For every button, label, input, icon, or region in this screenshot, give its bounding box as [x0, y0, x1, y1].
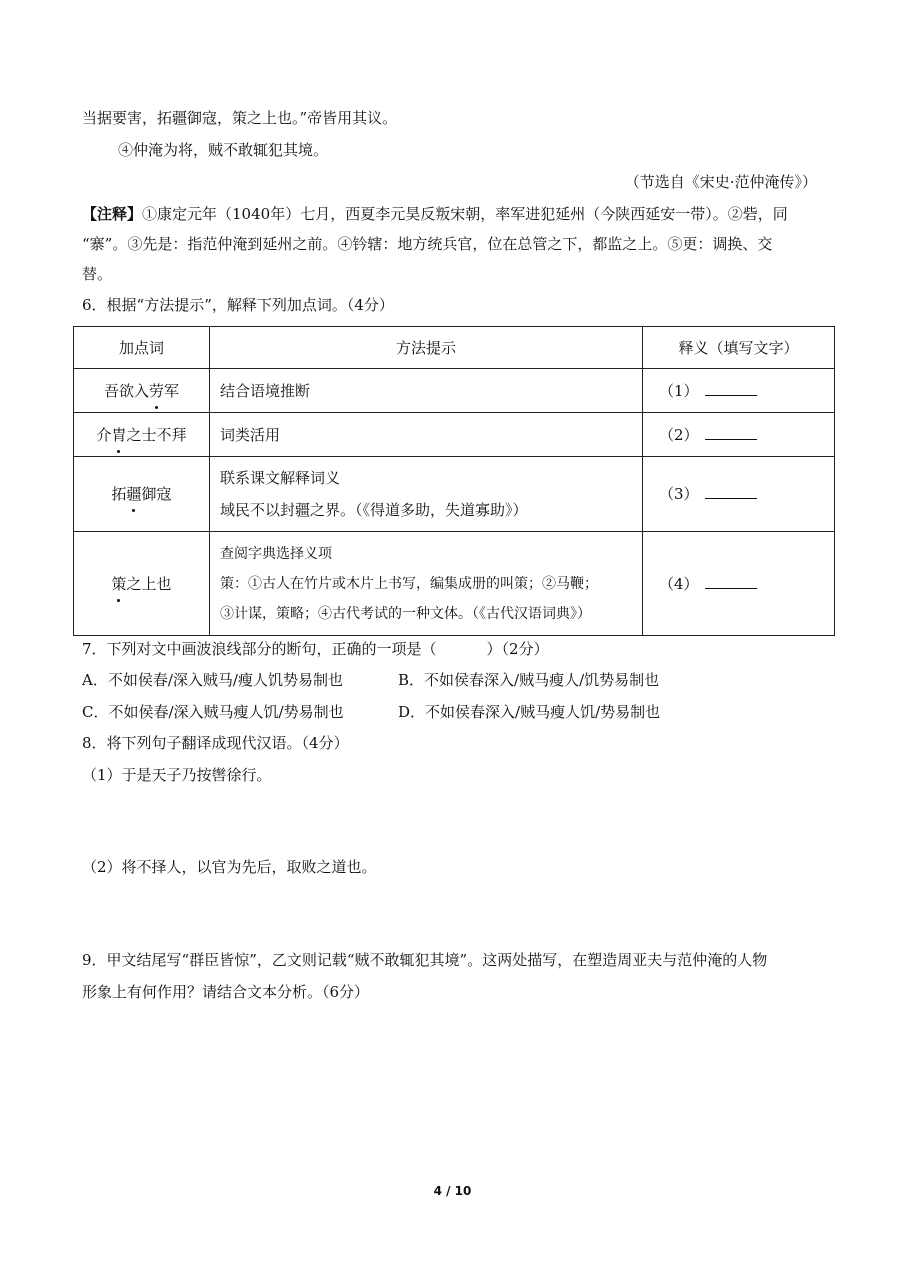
header-word: 加点词	[74, 327, 210, 369]
method-hint: 联系课文解释词义 域民不以封疆之界。（《得道多助，失道寡助》）	[210, 457, 643, 532]
notes-line-3: 替。	[82, 265, 113, 283]
page-number: 4 / 10	[433, 1184, 472, 1198]
q6-table	[73, 326, 835, 636]
dotted-word: 吾欲入劳军	[74, 369, 210, 413]
dotted-word: 介胄之士不拜	[74, 413, 210, 457]
table-row	[74, 457, 835, 532]
q9-line-2: 形象上有何作用？请结合文本分析。（6分）	[82, 983, 370, 1001]
notes-text-1: ①康定元年（1040年）七月，西夏李元昊反叛宋朝，率军进犯延州（今陕西延安一带）。②砦，同	[142, 205, 788, 223]
answer-blank[interactable]: （3）	[643, 457, 835, 532]
answer-blank[interactable]: （1）	[643, 369, 835, 413]
q6-prompt: 6．根据“方法提示”，解释下列加点词。（4分）	[82, 296, 394, 314]
method-hint: 词类活用	[210, 413, 643, 457]
dotted-word: 策之上也	[74, 532, 210, 636]
passage-line-1: 当据要害，拓疆御寇，策之上也。”帝皆用其议。	[82, 109, 398, 127]
notes-line-1	[82, 204, 788, 224]
notes-label: 【注释】	[82, 205, 143, 223]
q9-line-1: 9．甲文结尾写“群臣皆惊”，乙文则记载“贼不敢辄犯其境”。这两处描写，在塑造周亚夫与范仲淹的人物	[82, 951, 768, 969]
q8-sentence-2: （2）将不择人，以官为先后，取败之道也。	[82, 858, 377, 876]
dotted-word: 拓疆御寇	[74, 457, 210, 532]
notes-line-2: “寨”。③先是：指范仲淹到延州之前。④钤辖：地方统兵官，位在总管之下，都监之上。⑤更：调换、交	[82, 235, 773, 253]
header-hint: 方法提示	[210, 327, 643, 369]
q7-option-d[interactable]: D．不如侯春深入/贼马瘦人饥/势易制也	[398, 703, 661, 721]
method-hint: 结合语境推断	[210, 369, 643, 413]
answer-blank[interactable]: （4）	[643, 532, 835, 636]
table-row	[74, 413, 835, 457]
answer-blank[interactable]: （2）	[643, 413, 835, 457]
passage-source: （节选自《宋史·范仲淹传》）	[624, 173, 817, 191]
q7-option-c[interactable]: C．不如侯春/深入贼马瘦人饥/势易制也	[82, 703, 344, 721]
header-meaning: 释义（填写文字）	[643, 327, 835, 369]
q7-prompt: 7．下列对文中画波浪线部分的断句，正确的一项是（ ）（2分）	[82, 640, 549, 658]
table-row	[74, 369, 835, 413]
q8-prompt: 8．将下列句子翻译成现代汉语。（4分）	[82, 734, 349, 752]
method-hint: 查阅字典选择义项 策：①古人在竹片或木片上书写，编集成册的叫策；②马鞭； ③计谋，策略；④古代考试的一种文体。（《古代汉语词典》）	[210, 532, 643, 636]
table-row	[74, 532, 835, 636]
q8-sentence-1: （1）于是天子乃按辔徐行。	[82, 766, 272, 784]
q7-option-a[interactable]: A．不如侯春/深入贼马/瘦人饥势易制也	[82, 671, 343, 689]
table-header-row	[74, 327, 835, 369]
passage-line-2: ④仲淹为将，贼不敢辄犯其境。	[118, 141, 329, 159]
q7-option-b[interactable]: B．不如侯春深入/贼马瘦人/饥势易制也	[398, 671, 660, 689]
